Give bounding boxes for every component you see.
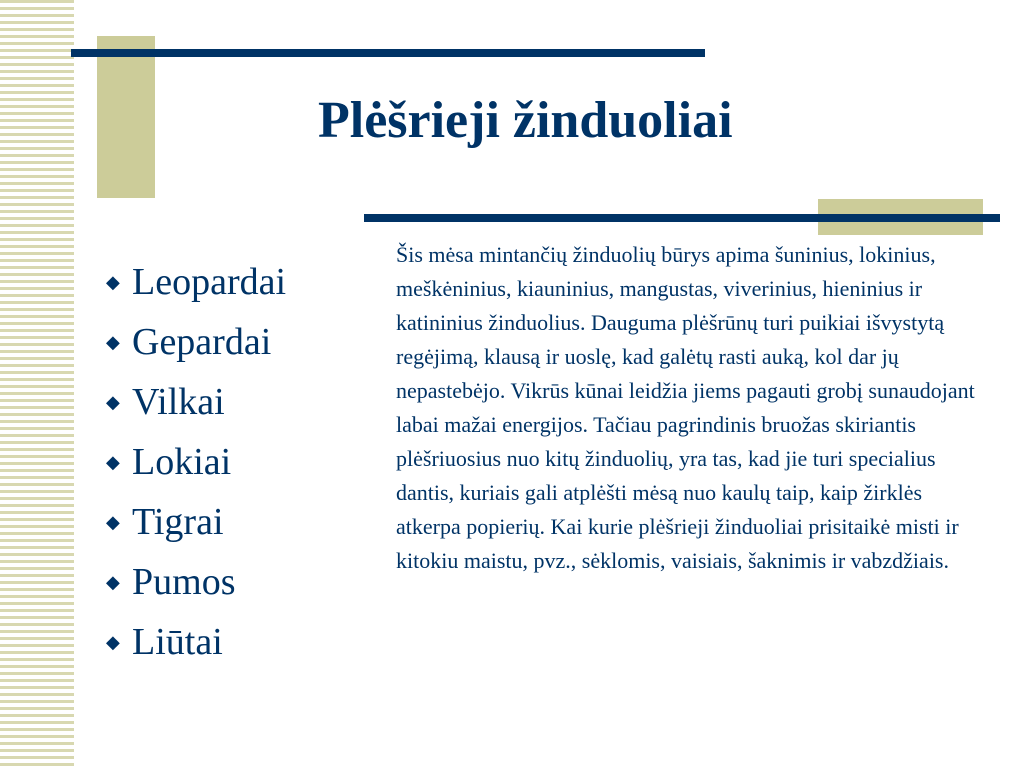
description-paragraph: Šis mėsa mintančių žinduolių būrys apima šuninius, lokinius, meškėninius, kiauninius, mangustas, viverinius, hieninius ir katininius žinduolius. Dauguma plėšrūnų turi puikiai išvystytą regėjimą, klausą ir uoslę, kad galėtų rasti auką, kol dar jų nepastebėjo. Vikrūs kūnai leidžia jiems pagauti grobį sunaudojant labai mažai energijos. Tačiau pagrindinis bruožas skiriantis plėšriuosius nuo kitų žinduolių, yra tas, kad jie turi specialius dantis, kuriais gali atplėšti mėsą nuo kaulų taip, kaip žirklės atkerpa popierių. Kai kurie plėšrieji žinduoliai prisitaikė misti ir kitokiu maistu, pvz., sėklomis, vaisiais, šaknimis ir vabzdžiais. [396, 242, 975, 573]
accent-block-top [97, 36, 155, 198]
bullet-label: Lokiai [132, 441, 232, 483]
diamond-icon: ◆ [106, 572, 120, 592]
title-rule-bottom [364, 214, 1000, 222]
diamond-icon: ◆ [106, 452, 120, 472]
diamond-icon: ◆ [106, 272, 120, 292]
bullet-label: Gepardai [132, 321, 272, 363]
bullet-label: Tigrai [132, 501, 224, 543]
bullet-label: Liūtai [132, 621, 223, 663]
bullet-item [106, 552, 286, 612]
diamond-icon: ◆ [106, 512, 120, 532]
bullet-label: Vilkai [132, 381, 225, 423]
bullet-label: Pumos [132, 561, 236, 603]
decorative-stripes [0, 0, 74, 768]
bullet-label: Leopardai [132, 261, 287, 303]
bullet-item [106, 492, 286, 552]
diamond-icon: ◆ [106, 332, 120, 352]
diamond-icon: ◆ [106, 392, 120, 412]
bullet-item [106, 312, 286, 372]
title-rule-top [71, 49, 705, 57]
diamond-icon: ◆ [106, 632, 120, 652]
bullet-item [106, 432, 286, 492]
bullet-item [106, 252, 286, 312]
slide-title: Plėšrieji žinduoliai [318, 92, 733, 149]
bullet-item [106, 372, 286, 432]
bullet-list [106, 252, 286, 672]
bullet-item [106, 612, 286, 672]
